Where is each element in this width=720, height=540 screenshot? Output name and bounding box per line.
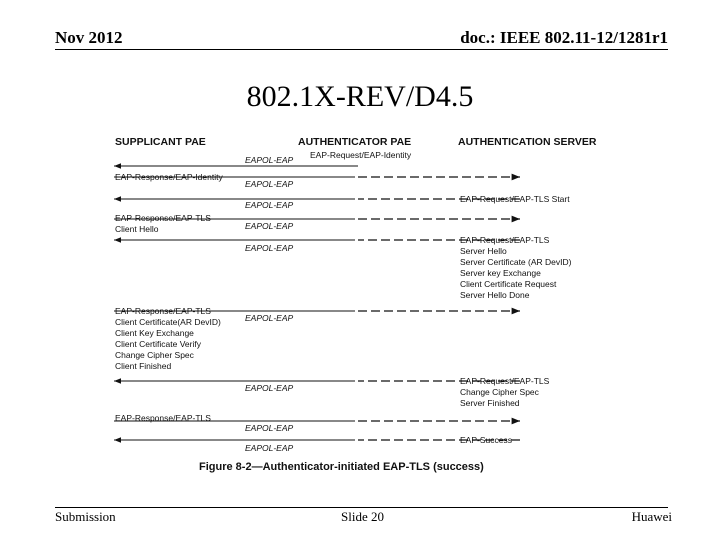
eapol-eap-label: EAPOL-EAP	[245, 200, 294, 210]
server-message-line: Change Cipher Spec	[460, 387, 539, 397]
supplicant-message-line: EAP-Response/EAP-Identity	[115, 172, 223, 182]
footer-submission: Submission	[55, 509, 116, 524]
supplicant-message-line: Client Certificate(AR DevID)	[115, 317, 221, 327]
slide-title: 802.1X-REV/D4.5	[246, 80, 474, 113]
supplicant-message-line: Client Certificate Verify	[115, 339, 201, 349]
figure-caption: Figure 8-2—Authenticator-initiated EAP-TLS (success)	[199, 461, 484, 473]
eapol-eap-label: EAPOL-EAP	[245, 221, 294, 231]
eapol-eap-label: EAPOL-EAP	[245, 383, 294, 393]
supplicant-message-line: Client Finished	[115, 361, 172, 371]
header-date: Nov 2012	[55, 28, 123, 47]
footer-slide-number: Slide 20	[341, 509, 384, 524]
footer-rule	[55, 507, 668, 508]
column-header-authenticator: AUTHENTICATOR PAE	[298, 136, 412, 148]
column-header-supplicant: SUPPLICANT PAE	[115, 136, 206, 148]
supplicant-message-line: Change Cipher Spec	[115, 350, 194, 360]
eapol-eap-label: EAPOL-EAP	[245, 179, 294, 189]
column-header-server: AUTHENTICATION SERVER	[458, 136, 597, 148]
eapol-eap-label: EAPOL-EAP	[245, 443, 294, 453]
server-message-line: EAP-Request/EAP-TLS	[460, 376, 550, 386]
server-message-line: EAP-Request/EAP-TLS	[460, 235, 550, 245]
eapol-eap-label: EAPOL-EAP	[245, 155, 294, 165]
supplicant-message-line: EAP-Response/EAP-TLS	[115, 213, 211, 223]
server-message-line: Server Hello Done	[460, 290, 530, 300]
eapol-eap-label: EAPOL-EAP	[245, 313, 294, 323]
server-message-line: Client Certificate Request	[460, 279, 557, 289]
server-message-line: Server key Exchange	[460, 268, 541, 278]
supplicant-message-line: Client Hello	[115, 224, 159, 234]
supplicant-message-line: EAP-Response/EAP-TLS	[115, 413, 211, 423]
server-message-line: EAP-Success	[460, 435, 512, 445]
server-message-line: Server Finished	[460, 398, 520, 408]
header-document-id: doc.: IEEE 802.11-12/1281r1	[460, 28, 668, 47]
server-message-label: EAP-Request/EAP-Identity	[310, 150, 412, 160]
server-message-line: Server Certificate (AR DevID)	[460, 257, 572, 267]
eapol-eap-label: EAPOL-EAP	[245, 423, 294, 433]
supplicant-message-line: EAP-Response/EAP-TLS	[115, 306, 211, 316]
eapol-eap-label: EAPOL-EAP	[245, 243, 294, 253]
footer-company: Huawei	[631, 509, 672, 524]
supplicant-message-line: Client Key Exchange	[115, 328, 194, 338]
server-message-line: Server Hello	[460, 246, 507, 256]
server-message-line: EAP-Request/EAP-TLS Start	[460, 194, 570, 204]
